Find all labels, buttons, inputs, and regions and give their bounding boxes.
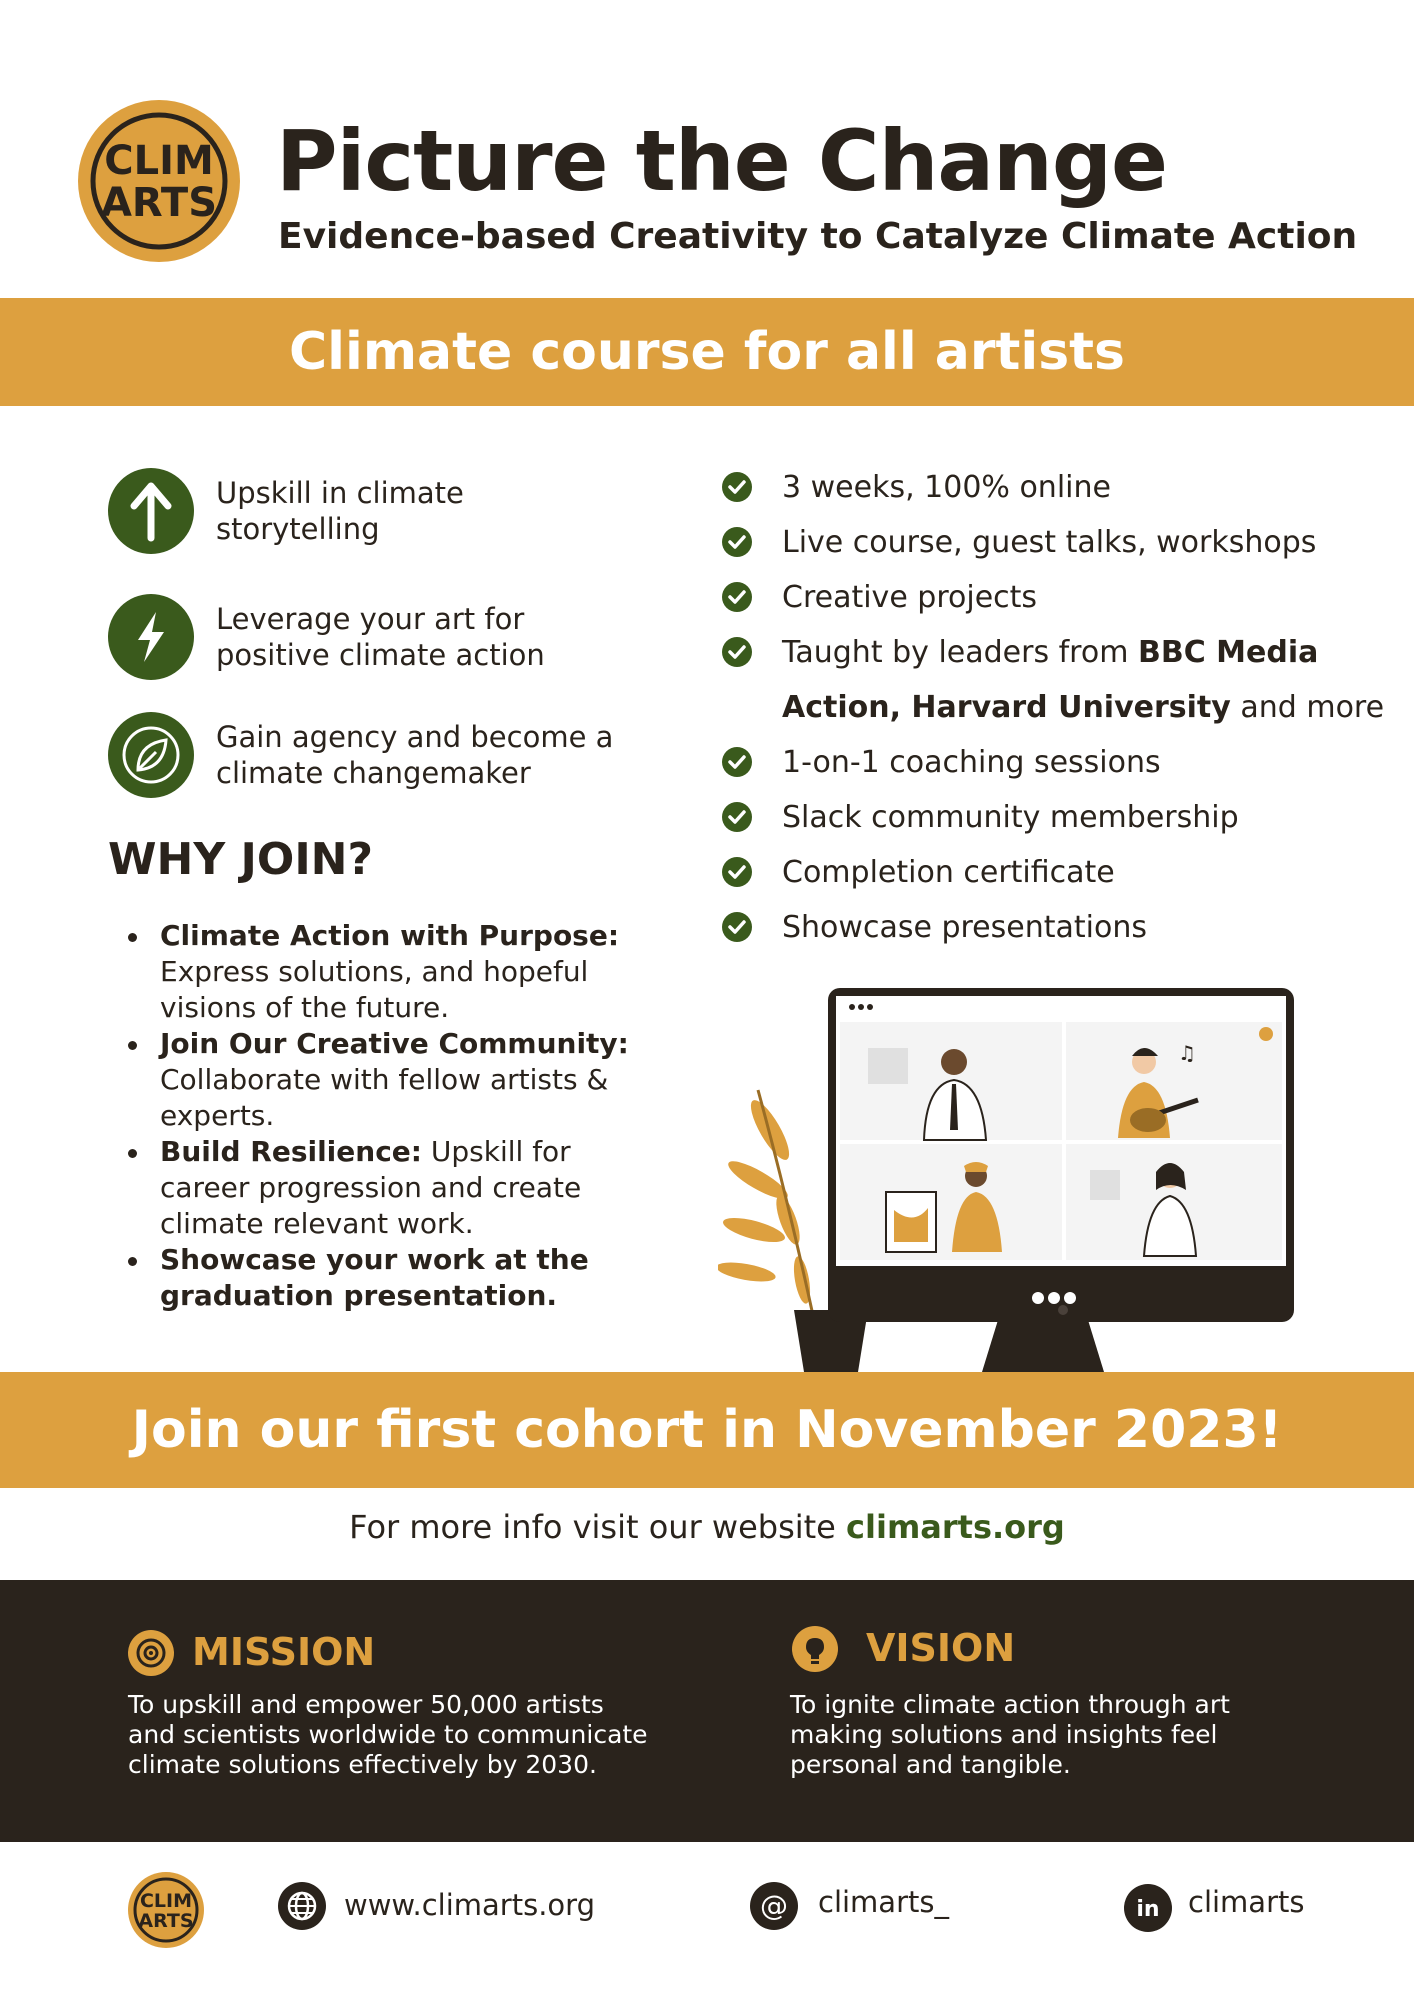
why-join-list <box>128 918 668 1314</box>
benefit-leverage <box>108 594 636 680</box>
feature-item: 3 weeks, 100% online <box>722 460 1402 515</box>
footer-instagram-handle[interactable]: climarts_ <box>818 1885 949 1919</box>
page-subtitle: Evidence-based Creativity to Catalyze Climate Action <box>278 216 1358 257</box>
check-circle-icon <box>722 527 752 557</box>
plant-illustration <box>718 1090 814 1320</box>
leaf-icon <box>108 712 194 798</box>
mission-text: To upskill and empower 50,000 artists and scientists worldwide to communicate climate solutions effectively by 2030. <box>128 1690 648 1779</box>
benefit-text: Upskill in climate storytelling <box>216 476 464 546</box>
at-sign-icon <box>750 1882 798 1930</box>
svg-text:in: in <box>1136 1897 1160 1922</box>
feature-item: Showcase presentations <box>722 900 1402 955</box>
footer-website-link[interactable]: www.climarts.org <box>344 1888 595 1922</box>
check-circle-icon <box>722 582 752 612</box>
check-circle-icon <box>722 857 752 887</box>
feature-item: Slack community membership <box>722 790 1402 845</box>
features-list <box>722 460 1402 955</box>
course-banner: Climate course for all artists <box>0 298 1414 406</box>
benefit-text: Leverage your art for positive climate action <box>216 602 545 672</box>
footer-linkedin-handle[interactable]: climarts <box>1188 1885 1305 1919</box>
cohort-banner: Join our first cohort in November 2023! <box>0 1372 1414 1488</box>
check-circle-icon <box>722 637 752 667</box>
video-call-illustration <box>718 980 1318 1372</box>
list-item: Climate Action with Purpose: Express solutions, and hopeful visions of the future. <box>128 918 668 1026</box>
check-circle-icon <box>722 472 752 502</box>
lightning-icon <box>108 594 194 680</box>
svg-text:♫: ♫ <box>1178 1041 1196 1065</box>
logo-text-arts: ARTS <box>100 180 218 226</box>
check-circle-icon <box>722 802 752 832</box>
list-item: Showcase your work at the graduation presentation. <box>128 1242 668 1314</box>
arrow-up-icon <box>108 468 194 554</box>
mission-vision-section <box>0 1580 1414 1842</box>
lightbulb-icon <box>792 1626 838 1672</box>
more-info-line: For more info visit our website climarts.org <box>349 1508 1065 1546</box>
footer-logo <box>128 1872 204 1948</box>
check-circle-icon <box>722 912 752 942</box>
benefit-agency <box>108 712 636 798</box>
svg-text:CLIM: CLIM <box>139 1890 193 1912</box>
check-circle-icon <box>722 747 752 777</box>
page-title: Picture the Change <box>276 112 1167 210</box>
vision-title: VISION <box>866 1626 1016 1670</box>
benefit-upskill <box>108 468 636 554</box>
climarts-logo <box>78 100 240 262</box>
feature-item-continued: Action, Harvard University and more <box>782 690 1385 725</box>
logo-text-clim: CLIM <box>104 138 214 184</box>
website-link[interactable]: climarts.org <box>846 1508 1065 1546</box>
why-join-title: WHY JOIN? <box>108 834 374 885</box>
list-item: Join Our Creative Community: Collaborate with fellow artists & experts. <box>128 1026 668 1134</box>
target-icon <box>128 1630 174 1676</box>
linkedin-icon <box>1124 1884 1172 1932</box>
list-item: Build Resilience: Upskill for career progression and create climate relevant work. <box>128 1134 668 1242</box>
mission-title: MISSION <box>192 1630 376 1674</box>
monitor-stand <box>982 1320 1104 1372</box>
vision-text: To ignite climate action through art making solutions and insights feel personal and tangible. <box>790 1690 1230 1779</box>
svg-text:ARTS: ARTS <box>138 1910 194 1932</box>
globe-icon <box>278 1882 326 1930</box>
feature-item: 1-on-1 coaching sessions <box>722 735 1402 790</box>
svg-text:@: @ <box>760 1889 788 1922</box>
feature-item: Completion certificate <box>722 845 1402 900</box>
feature-item: Taught by leaders from BBC Media <box>722 625 1402 680</box>
feature-item: Creative projects <box>722 570 1402 625</box>
benefit-text: Gain agency and become a climate changemaker <box>216 720 614 790</box>
feature-item: Live course, guest talks, workshops <box>722 515 1402 570</box>
